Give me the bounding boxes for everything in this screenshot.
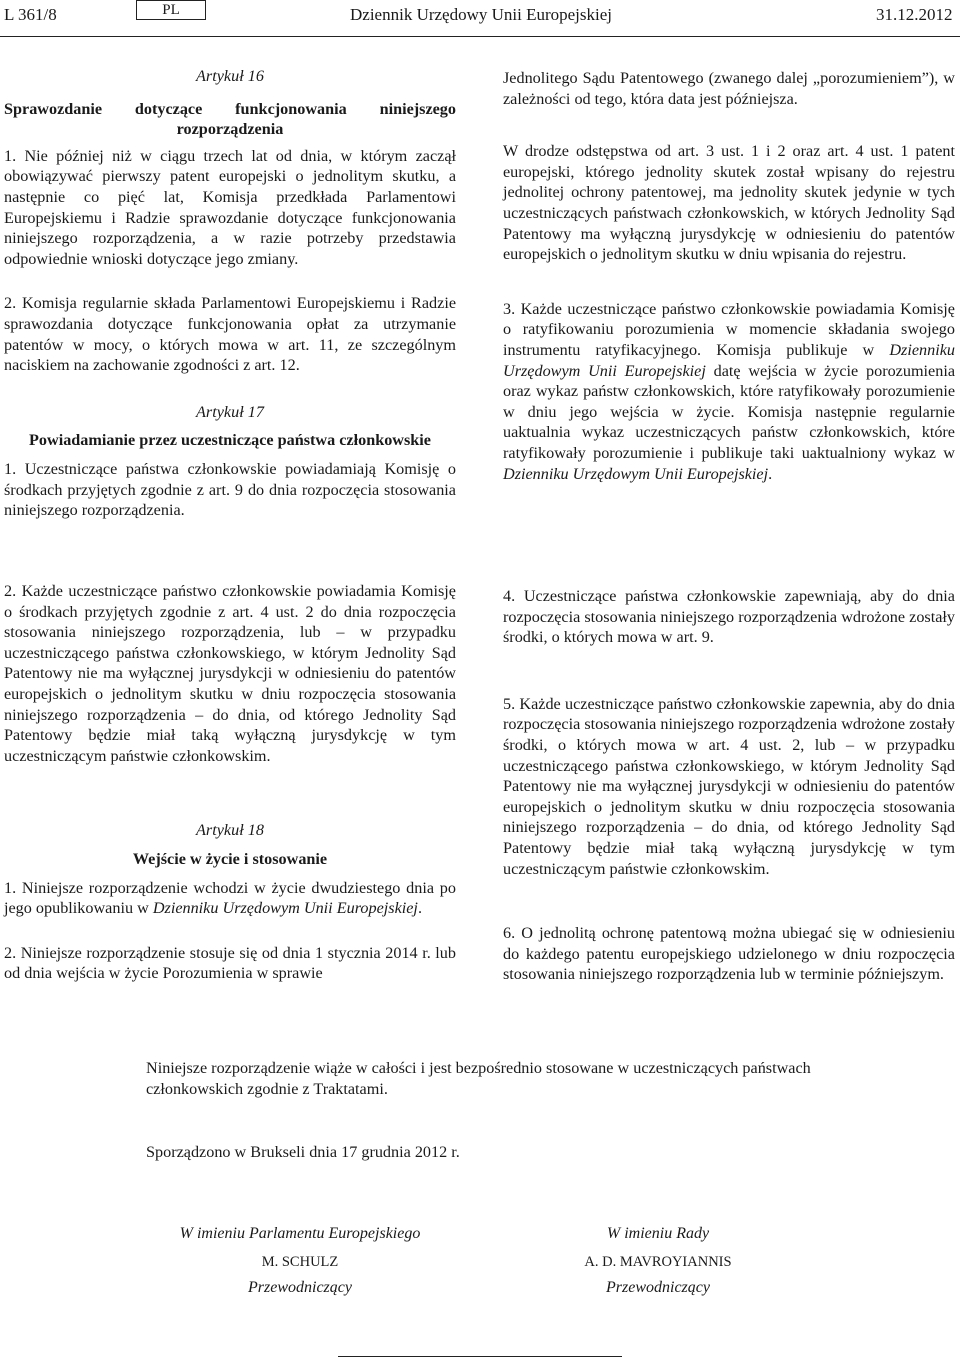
article-18-title: Wejście w życie i stosowanie: [132, 849, 328, 868]
binding-clause: Niniejsze rozporządzenie wiąże w całości i jest bezpośrednio stosowane w uczestniczących państwach członkowskich zgodnie z Traktatami.: [146, 1059, 811, 1098]
article-18-continuation: Jednolitego Sądu Patentowego (zwanego dalej „porozumieniem”), w zależności od tego, która data jest późniejsza.: [503, 69, 955, 108]
signatory-name: A. D. MAVROYIANNIS: [584, 1254, 732, 1270]
journal-name-ref: Dzienniku Urzędowym Unii Europejskiej: [152, 899, 418, 918]
journal-name-ref: Dzienniku Urzędowym Unii Europejskiej: [503, 464, 769, 483]
article-18-paragraph-1-text: 1. Niniejsze rozporządzenie wchodzi w życie dwudziestego dnia po jego opublikowaniu w: [4, 878, 456, 918]
left-column-lower: [4, 581, 456, 984]
journal-name-ref: Dzienniku Urzędowym Unii Europejskiej: [503, 340, 955, 380]
article-16-number: Artykuł 16: [196, 67, 264, 85]
article-18-paragraph-3-text-b: datę wejścia w życie porozumienia oraz wykaz państw członkowskich, które ratyfikowały porozumienie w dniu jego wejścia w życie. Komisja następnie regularnie uaktualnia wykaz uczestniczących państw członkowskich, które ratyfikowały porozumienie i publikuje taki uaktualniony wykaz w: [503, 361, 955, 462]
signature-parliament: [150, 1224, 450, 1298]
publication-date: 31.12.2012: [876, 5, 953, 24]
article-18-paragraph-1-end: .: [417, 899, 422, 918]
article-18-paragraph-3: [503, 299, 955, 484]
article-16-paragraph-1: 1. Nie później niż w ciągu trzech lat od dnia, w którym zaczął obowiązywać pierwszy patent europejski o jednolitym skutku, a następnie co pięć lat, Komisja przedkłada Parlamentowi Europejskiemu i Radzie sprawozdanie dotyczące funkcjonowania niniejszego rozporządzenia, a w razie potrzeby przedstawia odpowiednie wnioski dotyczące jego zmiany.: [4, 146, 456, 268]
done-at-clause: Sporządzono w Brukseli dnia 17 grudnia 2012 r.: [146, 1143, 460, 1161]
signatory-role: Przewodniczący: [248, 1279, 352, 1296]
language-badge: PL: [136, 0, 206, 20]
signatory-body: W imieniu Rady: [606, 1225, 710, 1242]
article-18-paragraph-4: 4. Uczestniczące państwa członkowskie zapewniają, aby do dnia rozpoczęcia stosowania niniejszego rozporządzenia wdrożone zostały środki, o których mowa w art. 9.: [503, 587, 955, 647]
left-column-upper: [4, 66, 456, 521]
article-17-number: Artykuł 17: [196, 402, 264, 421]
journal-title: Dziennik Urzędowy Unii Europejskiej: [350, 5, 613, 24]
right-column-lower: [503, 586, 955, 985]
header-rule: [0, 36, 960, 37]
signatory-role: Przewodniczący: [606, 1279, 710, 1296]
article-18-paragraph-5: 5. Każde uczestniczące państwo członkowskie zapewnia, aby do dnia rozpoczęcia stosowania niniejszego rozporządzenia wdrożone zostały środki, o których mowa w art. 4 ust. 2, lub – w przypadku uczestniczącego państwa członkowskiego, w którym Jednolity Sąd Patentowy nie ma wyłącznej jurysdykcji w odniesieniu do patentów europejskich o jednolitym skutku w dniu rozpoczęcia stosowania niniejszego rozporządzenia – do dnia, od którego Jednolity Sąd Patentowy będzie miał taką wyłączną jurysdykcję w tym uczestniczącym państwie członkowskim.: [503, 694, 955, 878]
article-18-paragraph-3-text-a: 3. Każde uczestniczące państwo członkowskie powiadamia Komisję o ratyfikowaniu porozumienia w momencie składania swojego instrumentu ratyfikacyjnego. Komisja publikuje w: [503, 299, 955, 359]
article-17-paragraph-2: 2. Każde uczestniczące państwo członkowskie powiadamia Komisję o środkach przyjętych zgodnie z art. 4 ust. 2 do dnia rozpoczęcia stosowania niniejszego rozporządzenia, lub – w przypadku uczestniczącego państwa członkowskiego, w którym Jednolity Sąd Patentowy nie ma wyłącznej jurysdykcji w odniesieniu do patentów europejskich o jednolitym skutku w dniu rozpoczęcia stosowania niniejszego rozporządzenia – do dnia, od którego Jednolity Sąd Patentowy będzie miał taką wyłączną jurysdykcję w tym uczestniczącym państwie członkowskim.: [4, 582, 456, 765]
article-18-paragraph-6: 6. O jednolitą ochronę patentową można ubiegać się w odniesieniu do każdego patentu europejskiego udzielonego w dniu rozpoczęcia stosowania niniejszego rozporządzenia lub w terminie późniejszym.: [503, 924, 955, 984]
page-reference: L 361/8: [4, 5, 57, 24]
signatory-body: W imieniu Parlamentu Europejskiego: [179, 1225, 421, 1242]
article-18-paragraph-1: [4, 878, 456, 919]
article-17-paragraph-1: 1. Uczestniczące państwa członkowskie powiadamiają Komisję o środkach przyjętych zgodnie z art. 9 do dnia rozpoczęcia stosowania niniejszego rozporządzenia.: [4, 459, 456, 520]
footer-rule: [338, 1356, 622, 1357]
article-16-title-line1: Sprawozdanie dotyczące funkcjonowania niniejszego: [4, 99, 456, 118]
signature-council: [508, 1224, 808, 1298]
derogation-paragraph: W drodze odstępstwa od art. 3 ust. 1 i 2 oraz art. 4 ust. 1 patent europejski, którego jednolity skutek został wpisany do rejestru jednolitej ochrony patentowej, ma jednolity skutek jedynie w tych uczestniczących państwach członkowskich, w których Jednolity Sąd Patentowy ma wyłączną jurysdykcję w odniesieniu do patentów europejskich o jednolitym skutku w dniu wpisania do rejestru.: [503, 142, 955, 264]
article-18-number: Artykuł 18: [196, 821, 264, 840]
article-16-paragraph-2: 2. Komisja regularnie składa Parlamentowi Europejskiemu i Radzie sprawozdania dotyczące funkcjonowania opłat za utrzymanie patentów w mocy, o których mowa w art. 11, ze szczególnym naciskiem na zachowanie zgodności z art. 12.: [4, 294, 456, 375]
article-18-paragraph-3-end: .: [768, 464, 773, 483]
article-17-title: Powiadamianie przez uczestniczące państwa członkowskie: [29, 431, 431, 450]
article-18-paragraph-2: 2. Niniejsze rozporządzenie stosuje się od dnia 1 stycznia 2014 r. lub od dnia wejścia w życie Porozumienia w sprawie: [4, 943, 456, 983]
article-16-title-line2: rozporządzenia: [176, 120, 284, 139]
signatory-name: M. SCHULZ: [261, 1254, 339, 1270]
right-column-upper: [503, 68, 955, 484]
